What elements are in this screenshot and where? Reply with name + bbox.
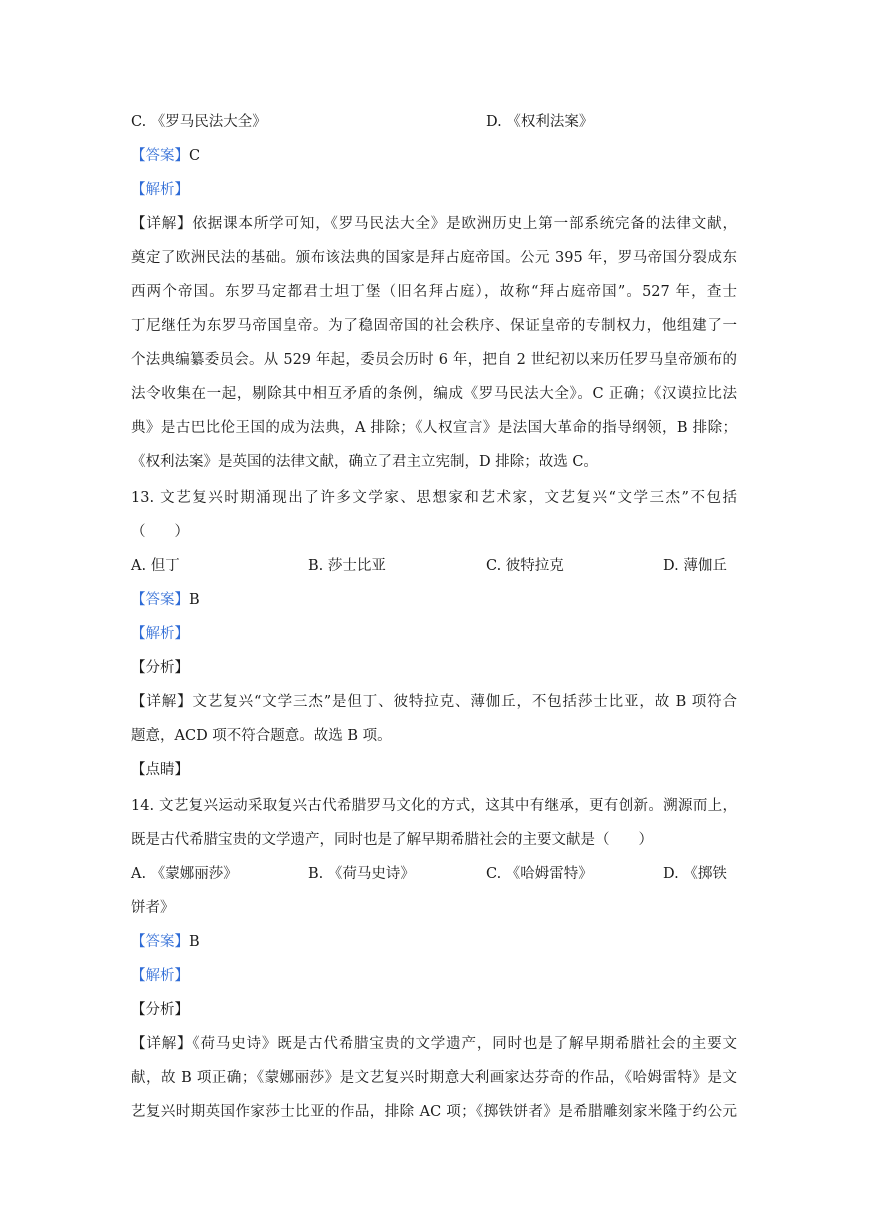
q12-option-c: C. 《罗马民法大全》 <box>131 114 267 130</box>
detail-tag: 【详解】 <box>131 216 193 232</box>
answer-tag: 【答案】 <box>131 934 189 950</box>
q13-answer <box>131 590 200 610</box>
answer-value: C <box>189 148 201 164</box>
q12-detail-line: 典》是古巴比伦王国的成为法典，A 排除；《人权宣言》是法国大革命的指导纲领，B 排除； <box>131 420 737 436</box>
q13-option-d: D. 薄伽丘 <box>663 558 727 574</box>
q13-detail-line: 题意，ACD 项不符合题意。故选 B 项。 <box>131 728 392 744</box>
q12-detail-line: 法令收集在一起，剔除其中相互矛盾的条例，编成《罗马民法大全》。C 正确；《汉谟拉比法 <box>131 386 737 402</box>
answer-tag: 【答案】 <box>131 148 189 164</box>
detail-tag: 【详解】 <box>131 694 193 710</box>
q14-option-b: B. 《荷马史诗》 <box>308 866 415 882</box>
q14-answer <box>131 932 200 952</box>
q13-stem-bracket: （ ） <box>131 524 189 540</box>
q13-detail-line: 【详解】文艺复兴“文学三杰”是但丁、彼特拉克、薄伽丘，不包括莎士比亚，故 B 项符合 <box>131 694 737 710</box>
q14-stem: 14. 文艺复兴运动采取复兴古代希腊罗马文化的方式，这其中有继承，更有创新。溯源而上， <box>131 798 737 814</box>
q14-detail-line: 【详解】《荷马史诗》既是古代希腊宝贵的文学遗产，同时也是了解早期希腊社会的主要文 <box>131 1036 738 1052</box>
q13-stem: 13. 文艺复兴时期涌现出了许多文学家、思想家和艺术家，文艺复兴“文学三杰”不包括 <box>131 490 737 506</box>
q12-detail-line: 个法典编纂委员会。从 529 年起，委员会历时 6 年，把自 2 世纪初以来历任罗马皇帝颁布的 <box>131 352 737 368</box>
q13-analysis-tag: 【解析】 <box>131 626 189 642</box>
q12-answer <box>131 146 200 166</box>
answer-value: B <box>189 592 200 608</box>
q13-option-c: C. 彼特拉克 <box>486 558 564 574</box>
q14-detail-line: 献，故 B 项正确；《蒙娜丽莎》是文艺复兴时期意大利画家达芬奇的作品，《哈姆雷特》是文 <box>131 1070 737 1086</box>
answer-value: B <box>189 934 200 950</box>
q12-option-d: D. 《权利法案》 <box>486 114 594 130</box>
q12-detail-line: 【详解】依据课本所学可知，《罗马民法大全》是欧洲历史上第一部系统完备的法律文献， <box>131 216 738 232</box>
q13-option-b: B. 莎士比亚 <box>308 558 386 574</box>
q14-stem: 既是古代希腊宝贵的文学遗产，同时也是了解早期希腊社会的主要文献是（ ） <box>131 832 653 848</box>
q13-option-a: A. 但丁 <box>131 558 180 574</box>
q13-analysis2-tag: 【分析】 <box>131 660 189 676</box>
q12-detail-line: 奠定了欧洲民法的基础。颁布该法典的国家是拜占庭帝国。公元 395 年，罗马帝国分裂成东 <box>131 250 737 266</box>
q12-detail-line: 丁尼继任为东罗马帝国皇帝。为了稳固帝国的社会秩序、保证皇帝的专制权力，他组建了一 <box>131 318 737 334</box>
q12-detail-line: 西两个帝国。东罗马定都君士坦丁堡（旧名拜占庭），故称“拜占庭帝国”。527 年，查士 <box>131 284 737 300</box>
q14-option-d: D. 《掷铁 <box>663 866 727 882</box>
detail-tag: 【详解】 <box>131 1036 193 1052</box>
q14-option-a: A. 《蒙娜丽莎》 <box>131 866 238 882</box>
q14-analysis2-tag: 【分析】 <box>131 1002 189 1018</box>
q14-option-c: C. 《哈姆雷特》 <box>486 866 593 882</box>
q12-analysis-tag: 【解析】 <box>131 182 189 198</box>
q14-detail-line: 艺复兴时期英国作家莎士比亚的作品，排除 AC 项；《掷铁饼者》是希腊雕刻家米隆于约公元 <box>131 1104 737 1120</box>
answer-tag: 【答案】 <box>131 592 189 608</box>
q13-comment-tag: 【点睛】 <box>131 762 189 778</box>
q14-analysis-tag: 【解析】 <box>131 968 189 984</box>
q14-option-d-wrap: 饼者》 <box>131 900 175 916</box>
q12-detail-line: 《权利法案》是英国的法律文献，确立了君主立宪制，D 排除；故选 C。 <box>131 454 598 470</box>
